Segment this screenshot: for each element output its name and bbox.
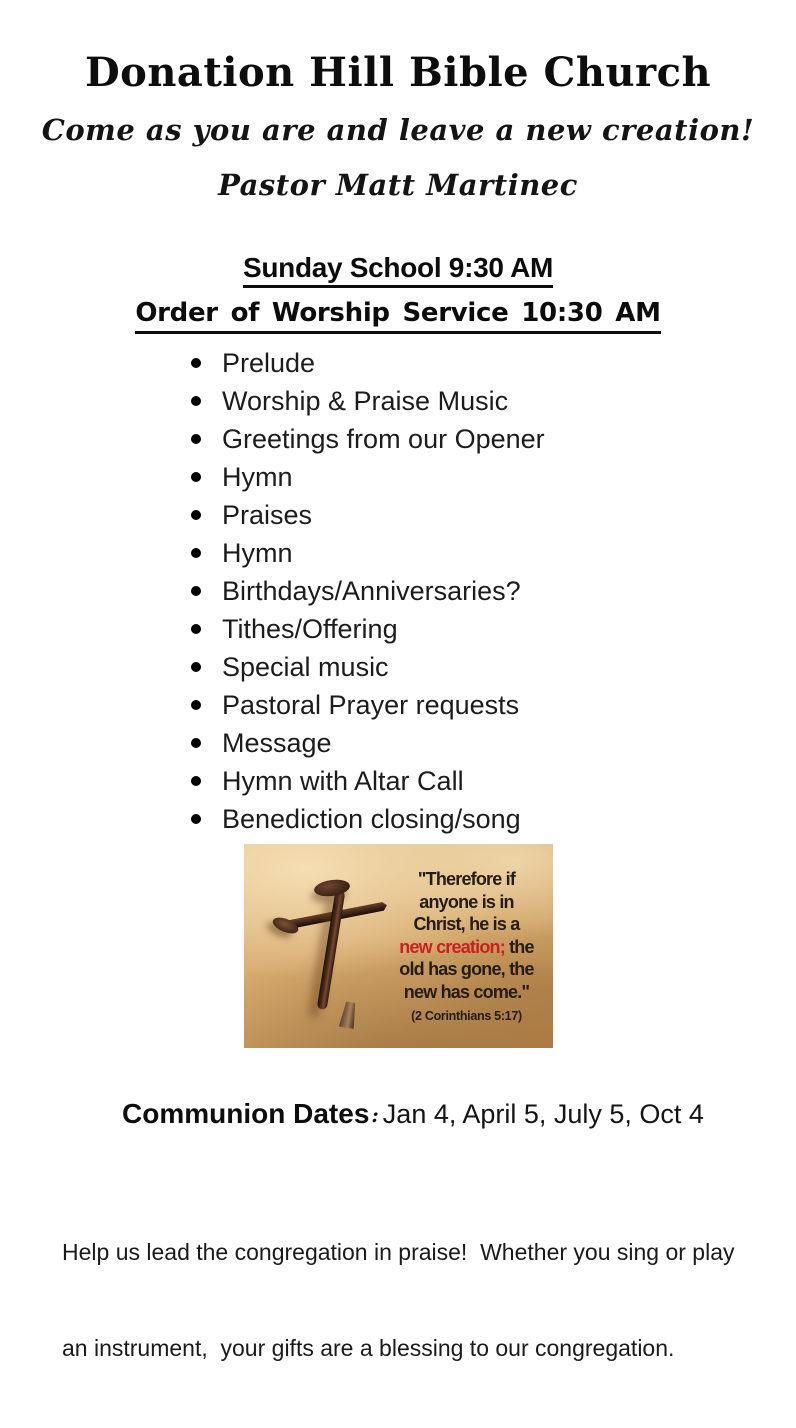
- verse-text-block: [384, 868, 550, 1023]
- list-item-label: Praises: [222, 500, 313, 530]
- sunday-school-heading-row: [0, 252, 796, 288]
- list-item-label: Hymn: [222, 538, 293, 568]
- bullet-icon: [191, 662, 201, 672]
- list-item: [191, 762, 796, 800]
- cross-of-nails-image: [244, 844, 553, 1048]
- list-item: [191, 382, 796, 420]
- bullet-icon: [191, 510, 201, 520]
- list-item-label: Greetings from our Opener: [222, 424, 545, 454]
- verse-line: Christ, he is a: [413, 914, 520, 934]
- list-item-label: Prelude: [222, 348, 316, 378]
- verse-line: "Therefore if: [417, 869, 516, 889]
- bullet-icon: [191, 358, 201, 368]
- bullet-icon: [191, 700, 201, 710]
- verse-line: anyone is in: [419, 891, 514, 912]
- bullet-icon: [191, 814, 201, 824]
- verse-reference: (2 Corinthians 5:17): [411, 1009, 522, 1023]
- list-item: [191, 686, 796, 724]
- worship-order-list: [191, 344, 796, 838]
- verse-line: old has gone, the: [399, 959, 534, 979]
- worship-order-heading: Order of Worship Service 10:30 AM: [135, 297, 660, 334]
- list-item-label: Pastoral Prayer requests: [222, 690, 520, 720]
- bullet-icon: [191, 472, 201, 482]
- footer-note-line1: Help us lead the congregation in praise! Whether you sing or play: [62, 1239, 735, 1265]
- bullet-icon: [191, 624, 201, 634]
- bullet-icon: [191, 586, 201, 596]
- list-item: [191, 344, 796, 382]
- page-title: Donation Hill Bible Church: [84, 49, 712, 96]
- list-item-label: Worship & Praise Music: [222, 386, 509, 416]
- list-item: [191, 800, 796, 838]
- communion-dates: Jan 4, April 5, July 5, Oct 4: [382, 1099, 704, 1129]
- list-item: [191, 420, 796, 458]
- verse-line: [384, 936, 550, 959]
- list-item-label: Special music: [222, 652, 389, 682]
- bullet-icon: [191, 776, 201, 786]
- bullet-icon: [191, 434, 201, 444]
- list-item-label: Tithes/Offering: [222, 614, 398, 644]
- sunday-school-heading: Sunday School 9:30 AM: [243, 252, 553, 288]
- list-item: [191, 648, 796, 686]
- list-item-label: Message: [222, 728, 332, 758]
- communion-dates-line: [0, 1063, 796, 1166]
- list-item: [191, 458, 796, 496]
- horizontal-nail-head-shape: [270, 914, 300, 936]
- list-item-label: Birthdays/Anniversaries?: [222, 576, 521, 606]
- vertical-nail-head-shape: [313, 878, 351, 899]
- list-item-label: Benediction closing/song: [222, 804, 521, 834]
- list-item: [191, 496, 796, 534]
- list-item: [191, 572, 796, 610]
- bullet-icon: [191, 738, 201, 748]
- bullet-icon: [191, 396, 201, 406]
- bullet-icon: [191, 548, 201, 558]
- communion-label: Communion Dates: [122, 1098, 370, 1129]
- list-item-label: Hymn with Altar Call: [222, 766, 464, 796]
- communion-separator: :: [371, 1103, 379, 1127]
- list-item: [191, 724, 796, 762]
- pastor-name: Pastor Matt Martinec: [218, 168, 578, 202]
- tagline-text: Come as you are and leave a new creation!: [41, 113, 755, 147]
- footer-note: [0, 1172, 796, 1428]
- worship-order-heading-row: [0, 297, 796, 334]
- vertical-nail-shape: [316, 890, 345, 1010]
- verse-highlight: new creation;: [399, 936, 505, 957]
- list-item: [191, 610, 796, 648]
- list-item: [191, 534, 796, 572]
- footer-note-line2: an instrument, your gifts are a blessing to our congregation.: [62, 1335, 675, 1361]
- vertical-nail-tip-shape: [338, 1001, 357, 1029]
- verse-line-rest: the: [504, 936, 534, 957]
- verse-line: new has come.": [403, 981, 530, 1002]
- list-item-label: Hymn: [222, 462, 293, 492]
